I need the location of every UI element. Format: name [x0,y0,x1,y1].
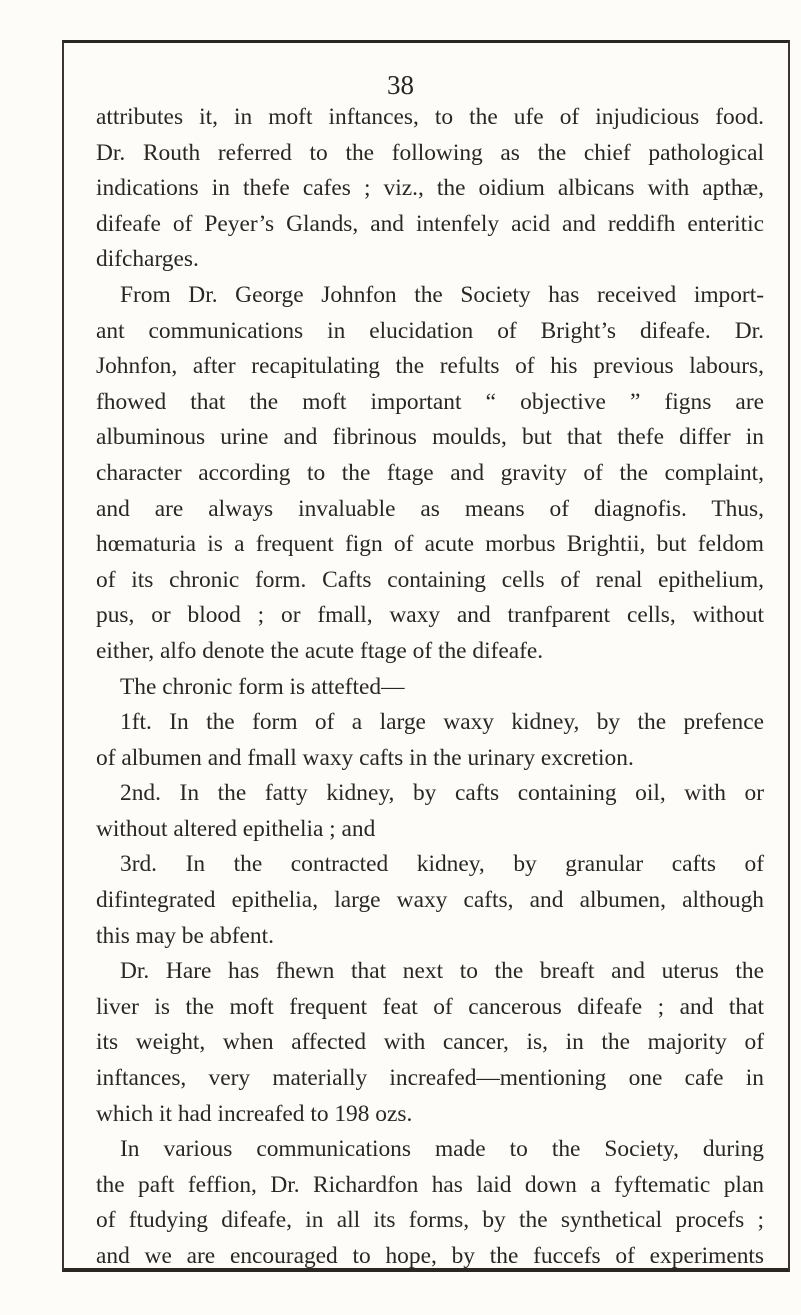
text-line: of its chronic form. Cafts containing cells of renal epithelium, [96,566,764,593]
text-line: From Dr. George Johnfon the Society has received import- [120,281,764,308]
text-line: ant communications in elucidation of Bright’s difeafe. Dr. [96,317,764,344]
text-line: difeafe of Peyer’s Glands, and intenfely acid and reddifh enteritic [96,210,764,237]
text-line: In various communications made to the Society, during [120,1136,764,1163]
text-line: which it had increafed to 198 ozs. [96,1100,413,1127]
text-line: of albumen and fmall waxy cafts in the urinary excretion. [96,744,634,771]
text-line: inftances, very materially increafed—mentioning one cafe in [96,1065,764,1092]
text-line: 1ft. In the form of a large waxy kidney, by the prefence [120,709,764,736]
text-line: albuminous urine and fibrinous moulds, but that thefe differ in [96,424,764,451]
text-line: liver is the moft frequent feat of cancerous difeafe ; and that [96,993,764,1020]
text-line: Johnfon, after recapitulating the refults of his previous labours, [96,353,764,380]
text-line: Dr. Hare has fhewn that next to the breaft and uterus the [120,958,764,985]
text-line: its weight, when affected with cancer, is, in the majority of [96,1029,764,1056]
text-line: of ftudying difeafe, in all its forms, by the synthetical procefs ; [96,1207,764,1234]
text-line: pus, or blood ; or fmall, waxy and tranfparent cells, without [96,602,764,629]
text-line: difcharges. [96,246,199,273]
text-line: and we are encouraged to hope, by the fuccefs of experiments [96,1243,764,1269]
text-line: and are always invaluable as means of diagnofis. Thus, [96,495,764,522]
text-line: 2nd. In the fatty kidney, by cafts containing oil, with or [120,780,764,807]
text-line: 3rd. In the contracted kidney, by granular cafts of [120,851,764,878]
text-line: The chronic form is attefted— [120,673,405,700]
text-line: Dr. Routh referred to the following as the chief pathological [96,139,764,166]
text-line: indications in thefe cafes ; viz., the oidium albicans with apthæ, [96,175,764,202]
text-line: hœmaturia is a frequent fign of acute morbus Brightii, but feldom [96,531,764,558]
text-line: character according to the ftage and gravity of the complaint, [96,459,764,486]
text-line: the paft feffion, Dr. Richardfon has laid down a fyftematic plan [96,1171,764,1198]
body-text [96,100,764,1275]
page-number: 38 [387,70,414,100]
text-line: this may be abfent. [96,922,274,949]
text-line: difintegrated epithelia, large waxy cafts, and albumen, although [96,887,764,914]
text-line: without altered epithelia ; and [96,815,376,842]
text-line: attributes it, in moft inftances, to the ufe of injudicious food. [96,104,764,130]
text-line: fhowed that the moft important “ objective ” figns are [96,388,764,415]
text-line: either, alfo denote the acute ftage of the difeafe. [96,637,544,664]
